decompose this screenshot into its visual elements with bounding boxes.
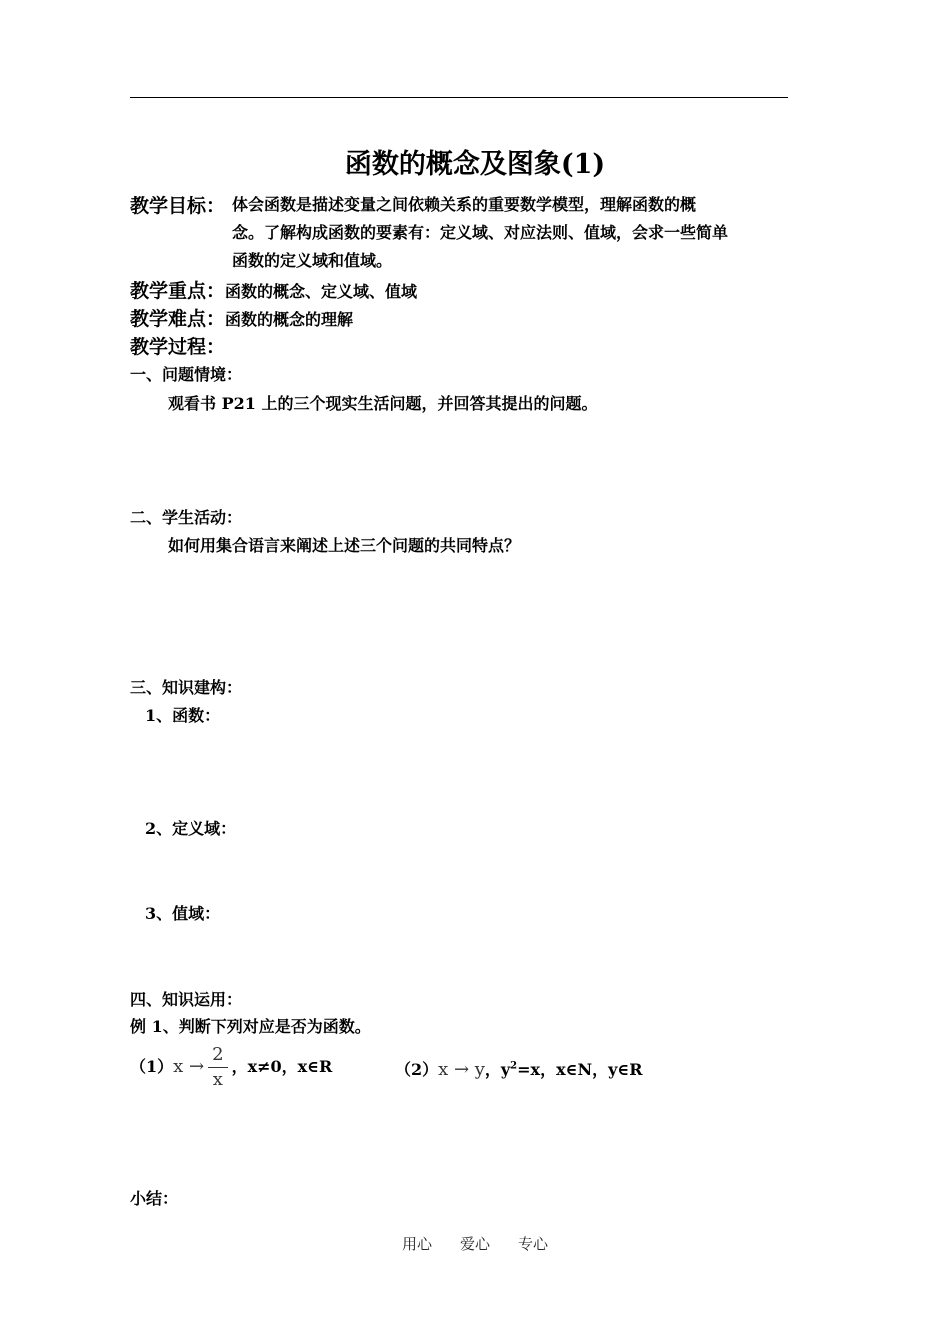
fraction-numerator: 2 (208, 1043, 227, 1068)
fraction-denominator: x (212, 1069, 223, 1090)
summary-label: 小结： (130, 1189, 179, 1208)
objectives-line-2: 念。了解构成函数的要素有：定义域、对应法则、值域，会求一些简单 (232, 223, 729, 242)
footer-word-1: 用心 (401, 1235, 432, 1253)
part2-label: （2） (395, 1060, 439, 1079)
difficulties-label: 教学难点： (130, 308, 226, 330)
objectives-label: 教学目标： (130, 195, 226, 217)
footer-word-3: 专心 (518, 1235, 549, 1253)
knowledge-item-function: 1、函数： (145, 706, 221, 725)
example-1-part-1 (130, 1043, 332, 1092)
section2-text: 如何用集合语言来阐述上述三个问题的共同特点？ (168, 536, 521, 555)
header-rule (130, 97, 788, 98)
section1-heading: 一、问题情境： (130, 365, 243, 384)
part1-lhs: x → (173, 1056, 205, 1077)
part2-condition-pre: ，y (484, 1060, 511, 1079)
part2-superscript: 2 (510, 1060, 518, 1072)
part1-condition: ，x≠0，x∈R (231, 1057, 333, 1076)
difficulties (130, 304, 353, 331)
knowledge-item-domain: 2、定义域： (145, 819, 237, 838)
example-1-part-2 (395, 1057, 643, 1080)
footer-word-2: 爱心 (459, 1235, 490, 1253)
fraction-2-over-x (208, 1043, 227, 1092)
objectives-line-1: 体会函数是描述变量之间依赖关系的重要数学模型，理解函数的概 (232, 195, 697, 214)
part2-lhs: x → (438, 1059, 470, 1080)
key-points-text: 函数的概念、定义域、值域 (225, 282, 418, 301)
process-label: 教学过程： (130, 336, 226, 358)
knowledge-item-range: 3、值域： (145, 904, 221, 923)
part2-condition-post: =x，x∈N，y∈R (517, 1060, 643, 1079)
key-points (130, 276, 417, 303)
section2-heading: 二、学生活动： (130, 508, 243, 527)
objectives-line-3: 函数的定义域和值域。 (232, 251, 393, 270)
part1-label: （1） (130, 1057, 174, 1076)
page-footer (0, 1233, 950, 1254)
difficulties-text: 函数的概念的理解 (225, 310, 354, 329)
section3-heading: 三、知识建构： (130, 678, 243, 697)
part2-rhs: y (474, 1059, 485, 1080)
page-title: 函数的概念及图象(1) (344, 149, 606, 180)
section4-heading: 四、知识运用： (130, 990, 243, 1009)
section1-text: 观看书 P21 上的三个现实生活问题，并回答其提出的问题。 (168, 394, 598, 413)
example-1: 例 1、判断下列对应是否为函数。 (130, 1017, 371, 1036)
objectives-text (232, 191, 788, 275)
key-points-label: 教学重点： (130, 280, 226, 302)
